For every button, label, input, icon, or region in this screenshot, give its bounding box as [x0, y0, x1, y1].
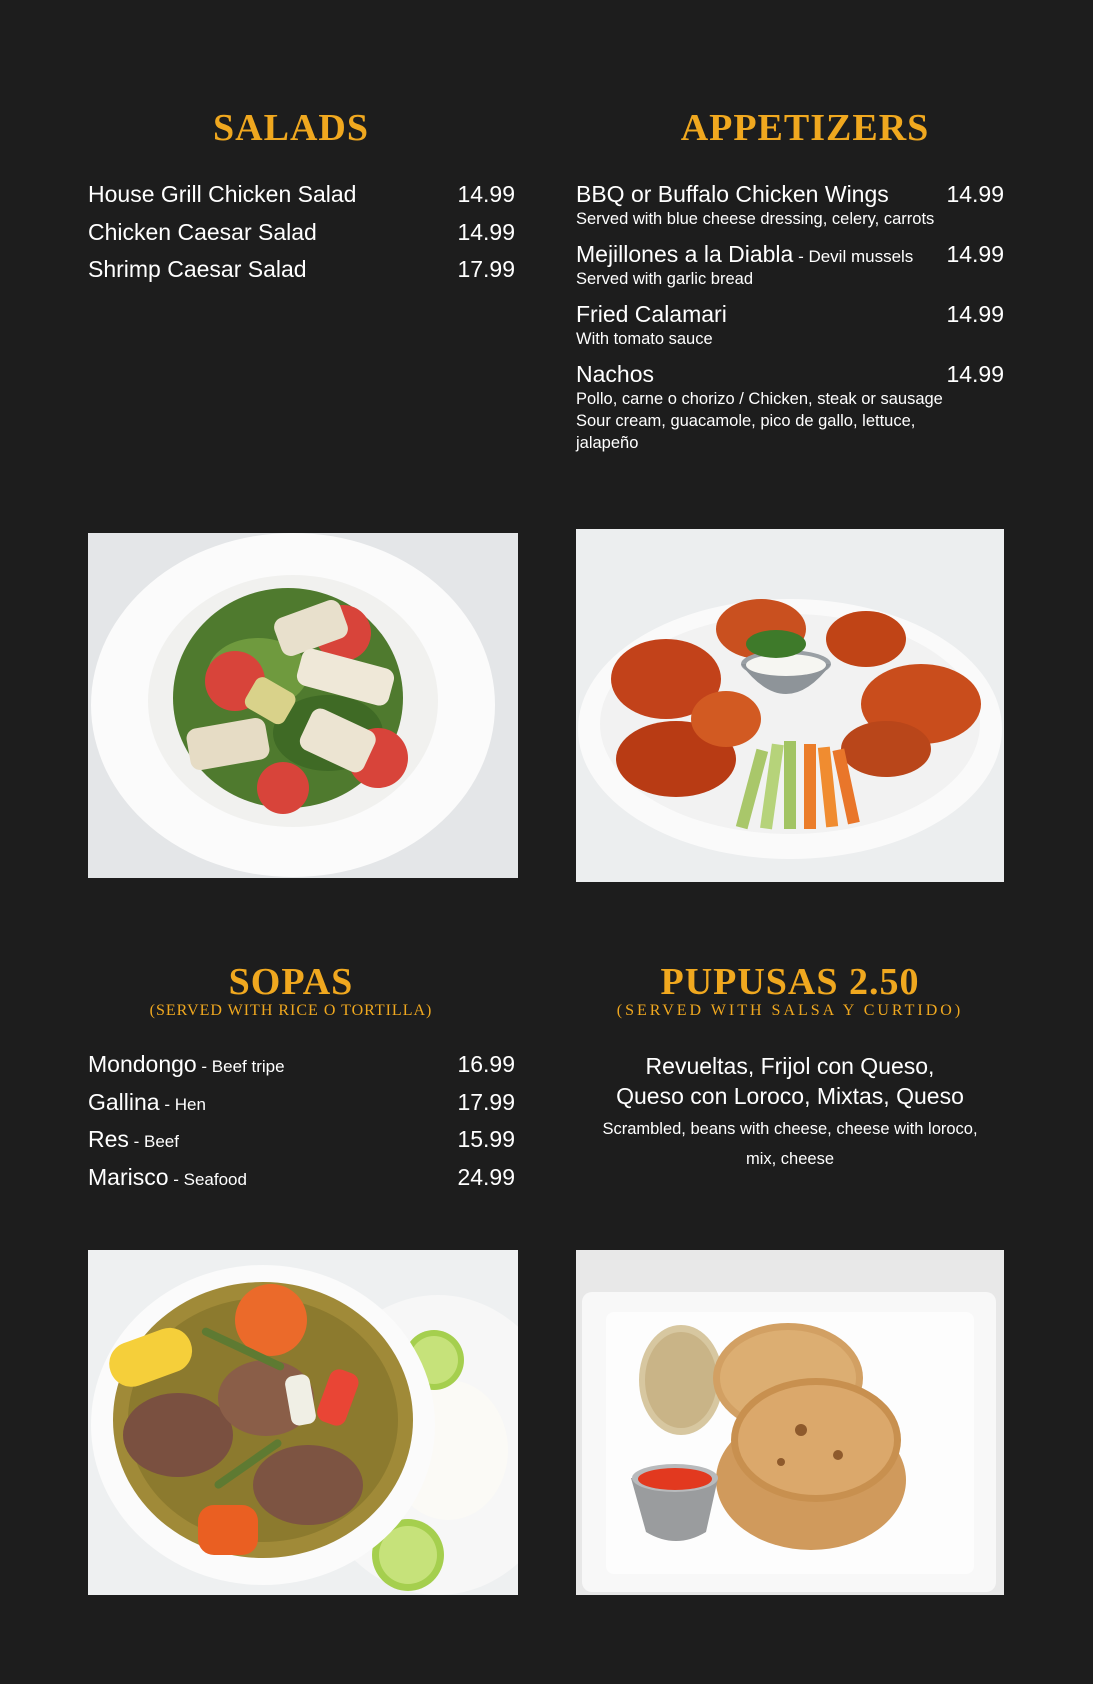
menu-item	[576, 241, 1004, 301]
soup-photo	[88, 1250, 518, 1595]
sopas-list	[88, 1051, 515, 1201]
pupusas-line: Revueltas, Frijol con Queso,	[645, 1053, 935, 1079]
pupusas-title: PUPUSAS 2.50	[660, 961, 920, 1003]
appetizers-list	[576, 181, 1004, 454]
pupusas-line: Queso con Loroco, Mixtas, Queso	[616, 1083, 964, 1109]
item-description: jalapeño	[576, 434, 639, 452]
item-name: Marisco - Seafood	[88, 1163, 247, 1190]
item-name: Chicken Caesar Salad	[88, 218, 317, 245]
menu-item	[576, 361, 1004, 454]
item-name: Gallina - Hen	[88, 1088, 206, 1115]
item-name: Nachos	[576, 361, 654, 387]
pupusas-subtitle: (SERVED WITH SALSA Y CURTIDO)	[616, 1002, 964, 1019]
item-name: Res - Beef	[88, 1126, 179, 1152]
item-name: Mondongo - Beef tripe	[88, 1051, 285, 1077]
item-name: Mejillones a la Diabla - Devil mussels	[576, 241, 914, 267]
item-price: 17.99	[457, 256, 515, 282]
menu-item	[88, 256, 515, 294]
item-price: 14.99	[946, 301, 1004, 327]
item-price: 17.99	[457, 1088, 515, 1115]
item-price: 14.99	[946, 241, 1004, 267]
salad-photo	[88, 533, 518, 878]
appetizers-title: APPETIZERS	[680, 107, 930, 149]
menu-item	[576, 181, 1004, 241]
menu-item	[88, 1051, 515, 1089]
menu-item	[88, 1126, 515, 1164]
item-description: Sour cream, guacamole, pico de gallo, lettuce,	[576, 412, 916, 430]
item-name: Shrimp Caesar Salad	[88, 256, 307, 282]
item-name: BBQ or Buffalo Chicken Wings	[576, 181, 889, 207]
item-description: Pollo, carne o chorizo / Chicken, steak or sausage	[576, 390, 943, 408]
pupusas-description: mix, cheese	[745, 1150, 835, 1168]
item-price: 14.99	[946, 361, 1004, 387]
salads-list	[88, 181, 515, 294]
item-description: Served with garlic bread	[576, 270, 754, 288]
pupusas-description: Scrambled, beans with cheese, cheese with loroco,	[602, 1120, 978, 1138]
wings-photo	[576, 529, 1004, 882]
item-description: Served with blue cheese dressing, celery, carrots	[576, 210, 935, 228]
item-price: 14.99	[457, 181, 515, 207]
item-price: 14.99	[946, 181, 1004, 207]
sopas-subtitle: (SERVED WITH RICE O TORTILLA)	[149, 1002, 433, 1019]
pupusas-details	[576, 1051, 1004, 1173]
menu-item	[88, 219, 515, 257]
menu-item	[88, 1089, 515, 1127]
item-price: 14.99	[457, 218, 515, 245]
sopas-title: SOPAS	[228, 961, 354, 1003]
pupusas-photo	[576, 1250, 1004, 1595]
menu-item	[88, 181, 515, 219]
item-description: With tomato sauce	[576, 330, 713, 348]
item-price: 24.99	[457, 1163, 515, 1190]
menu-item	[576, 301, 1004, 361]
item-name: House Grill Chicken Salad	[88, 181, 357, 207]
item-price: 15.99	[457, 1126, 515, 1152]
menu-item	[88, 1164, 515, 1202]
item-name: Fried Calamari	[576, 301, 727, 327]
item-price: 16.99	[457, 1051, 515, 1077]
salads-title: SALADS	[213, 107, 369, 149]
